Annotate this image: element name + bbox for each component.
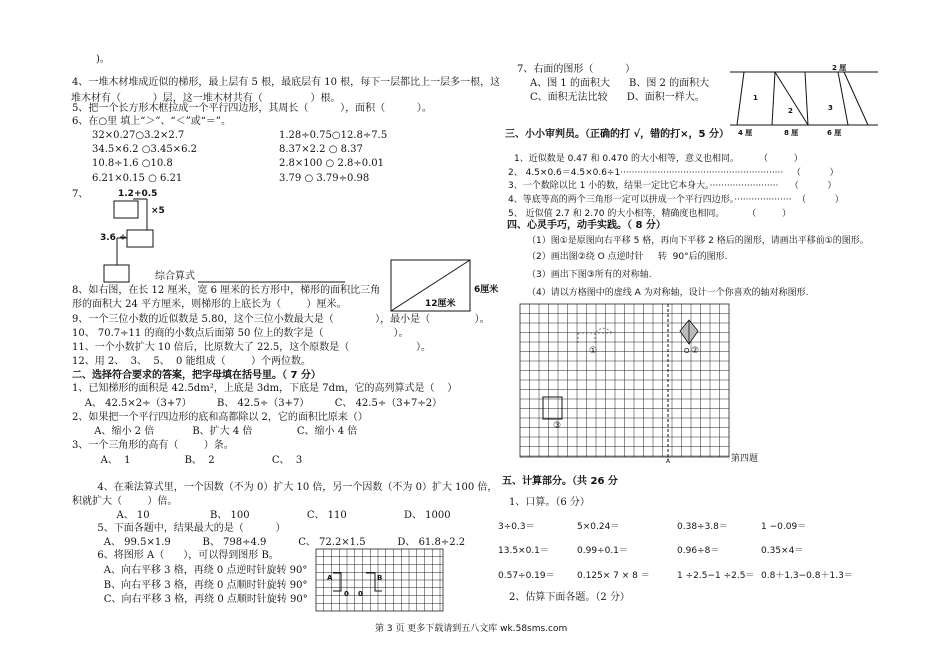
section-2-heading: 二、选择符合要求的答案，把字母填在括号里。（ 7 分） xyxy=(72,370,321,381)
carry-over-line: )。 xyxy=(96,54,110,65)
fig-base-3: 6 厘 xyxy=(827,129,842,137)
q7-mult: ×5 xyxy=(151,206,165,216)
grid-mark-2: ② xyxy=(691,346,700,356)
choice-4-line-2: 积就扩大（ ）倍。 xyxy=(72,496,178,507)
q7-left-expr: 3.6 ÷ xyxy=(100,233,127,243)
cmp-3-a: 10.8÷1.6 ○10.8 xyxy=(92,158,173,169)
calc-2-heading: 2、估算下面各题。（2 分） xyxy=(509,592,630,603)
q6: 6、在○里 填上“＞”、“＜”或“＝”。 xyxy=(72,116,231,127)
q8-width-label: 12厘米 xyxy=(425,299,456,309)
cmp-4-b: 3.79 ○ 3.79÷0.98 xyxy=(279,173,370,184)
grid-label-b: B xyxy=(377,574,383,582)
q7-top-expr: 1.2+0.5 xyxy=(118,189,158,199)
grid-mark-1: ① xyxy=(589,346,598,356)
calc-3-3: 1 ÷2.5−1 ÷2.5＝ xyxy=(677,571,755,581)
q8-line-1: 8、如右图，在长 12 厘米，宽 6 厘米的长方形中，梯形的面积比三角 xyxy=(72,285,381,296)
flow-box-2 xyxy=(127,230,153,247)
flow-box-3 xyxy=(104,265,129,282)
fig-region-3: 3 xyxy=(828,104,833,112)
choice-1: 1、已知梯形的面积是 42.5dm²，上底是 3dm，下底是 7dm，它的高列算式是（ ） xyxy=(72,383,458,394)
q10: 10、 70.7÷11 的商的小数点后面第 50 位上的数字是（ ）。 xyxy=(72,328,409,339)
choice-2-options: A、缩小 2 倍 B、扩大 4 倍 C、缩小 4 倍 xyxy=(72,426,358,437)
choice-4-line-1: 4、在乘法算式里，一个因数（不为 0）扩大 10 倍，另一个因数（不为 0）扩大 100 倍， xyxy=(72,482,498,493)
cmp-2-a: 34.5×6.2 ○3.45×6.2 xyxy=(92,144,197,155)
practice-3: （3）画出下图③所有的对称轴. xyxy=(527,270,652,280)
choice-5-options: A、 99.5×1.9 B、 798÷4.9 C、 72.2×1.5 D、 61.8÷2.2 xyxy=(72,537,466,548)
calc-1-4: 1 −0.09＝ xyxy=(761,522,807,532)
fig-region-1: 1 xyxy=(753,94,758,102)
shape-1 xyxy=(578,328,612,345)
shape-a xyxy=(333,573,341,591)
calc-1-heading: 1、口算。（6 分） xyxy=(509,497,590,508)
choice-3-options: A、 1 B、 2 C、 3 xyxy=(72,455,303,466)
q11: 11、一个小数扩大 10 倍后，比原数大了 22.5，这个原数是（ ）。 xyxy=(72,342,432,353)
calc-3-4: 0.8＋1.3−0.8＋1.3＝ xyxy=(761,571,853,581)
q7-number: 7、 xyxy=(72,189,89,200)
grid-label-a: A xyxy=(327,574,333,582)
choice-2: 2、如果把一个平行四边形的底和高都除以 2，它的面积比原来（） xyxy=(72,412,368,423)
flow-box-1 xyxy=(114,201,138,218)
judge-4: 4、等底等高的两个三角形一定可以拼成一个平行四边形。···················· （ ） xyxy=(508,195,844,205)
grid-point-o: O xyxy=(684,347,690,355)
calc-3-1: 0.57÷0.19＝ xyxy=(498,571,555,581)
practice-2: （2）画出图②绕 O 点逆时针 转 90°后的图形. xyxy=(527,252,728,262)
judge-1: 1、近似数是 0.47 和 0.470 的大小相等，意义也相同。 （ ） xyxy=(514,154,803,164)
choice-1-options: A、 42.5×2÷（3+7） B、 42.5÷（3+7） C、 42.5÷（3+7÷2） xyxy=(72,398,443,409)
calc-1-3: 0.38÷3.8＝ xyxy=(677,522,728,532)
calc-3-2: 0.125× 7 × 8 ＝ xyxy=(577,571,650,581)
q4-line-1: 4、一堆木材堆成近似的梯形，最上层有 5 根，最底层有 10 根，每下一层都比上一层多一根，这 xyxy=(72,77,501,88)
choice-6-option-b: B、向右平移 3 格，再绕 0 点顺时针旋转 90° xyxy=(72,580,308,591)
practice-4: （4）请以方格图中的虚线 A 为对称轴，设计一个你喜欢的轴对称图形. xyxy=(527,288,809,298)
grid-axis-a-label: A xyxy=(666,458,671,465)
q4-line-2: 堆木材有（ ）层，这一堆木材共有（ ）根。 xyxy=(71,93,341,104)
choice-6-option-a: A、向右平移 3 格，再绕 0 点逆时针旋转 90° xyxy=(72,565,308,576)
r-q7-cd: C、面积无法比较 D、面积一样大。 xyxy=(530,92,705,103)
calc-1-2: 5×0.24＝ xyxy=(577,522,620,532)
fig-region-2: 2 xyxy=(788,107,793,115)
fig-base-1: 4 厘 xyxy=(738,129,753,137)
q9: 9、一个三位小数的近似数是 5.80，这个三位小数最大是（ ），最小是（ ）。 xyxy=(72,314,490,325)
judge-3: 3、一个数除以比 1 小的数，结果一定比它本身大。························ （ ） xyxy=(508,181,837,191)
choice-6-option-c: C、向右平移 3 格，再绕 0 点顺时针旋转 90° xyxy=(72,594,308,605)
calc-2-1: 13.5×0.1＝ xyxy=(498,546,549,556)
calc-2-4: 0.35×4＝ xyxy=(761,546,804,556)
section-4-heading: 四、心灵手巧，动手实践。（ 8 分） xyxy=(507,220,666,231)
shape-3-square xyxy=(543,397,562,419)
grid-caption: 第四题 xyxy=(731,454,759,464)
cmp-3-b: 2.8×100 ○ 2.8÷0.01 xyxy=(279,158,384,169)
q5: 5、把一个长方形木框拉成一个平行四边形，其周长（ ），面积（ ）。 xyxy=(72,103,432,114)
page-footer: 第 3 页 更多下载请到五八文库 wk.58sms.com xyxy=(375,624,568,634)
cmp-1-a: 32×0.27○3.2×2.7 xyxy=(92,130,185,141)
r-q7: 7、右面的图形（ ） xyxy=(517,64,636,75)
grid-origin-1: 0 xyxy=(344,590,349,598)
cmp-1-b: 1.28÷0.75○12.8÷7.5 xyxy=(279,130,388,141)
q8-line-2: 形的面积大 24 平方厘米，则梯形的上底长为（ ）厘米。 xyxy=(72,299,347,310)
q12: 12、用 2、 3、 5、 0 能组成（ ）个两位数。 xyxy=(72,356,312,367)
fig-base-2: 8 厘 xyxy=(784,129,799,137)
choice-4-options: A、 10 B、 100 C、 110 D、 1000 xyxy=(72,510,451,521)
practice-1: （1）图①是原图向右平移 5 格，再向下平移 2 格后的图形，请画出平移前①的图形。 xyxy=(527,236,869,246)
cmp-2-b: 8.37×2.2 ○ 8.37 xyxy=(279,144,363,155)
calc-1-1: 3÷0.3＝ xyxy=(498,522,535,532)
q7-formula-label: 综合算式 xyxy=(155,271,195,282)
section-5-heading: 五、计算部分。（共 26 分 xyxy=(502,476,618,487)
r-q7-ab: A、图 1 的面积大 B、图 2 的面积大 xyxy=(530,78,710,89)
section-3-heading: 三、小小审判员。（正确的打 √，错的打×，5 分） xyxy=(505,129,729,140)
calc-2-3: 0.96÷8＝ xyxy=(677,546,720,556)
judge-5: 5、 近似值 2.7 和 2.70 的大小相等，精确度也相同。 （ ） xyxy=(508,209,792,219)
fig-top-label: 2 厘 xyxy=(832,64,847,72)
q8-height-label: 6厘米 xyxy=(474,285,499,295)
shape-2-kite xyxy=(680,320,698,344)
big-grid xyxy=(520,304,729,457)
grid-mark-3: ③ xyxy=(553,421,562,431)
cmp-4-a: 6.21×0.15 ○ 6.21 xyxy=(92,173,183,184)
choice-3: 3、一个三角形的高有（ ）条。 xyxy=(72,440,234,451)
grid-origin-2: 0 xyxy=(358,590,363,598)
choice-6: 6、将图形 A（ ），可以得到图形 B。 xyxy=(72,550,279,561)
choice-5: 5、下面各题中，结果最大的是（ ） xyxy=(72,523,286,534)
calc-2-2: 0.99÷0.1＝ xyxy=(577,546,628,556)
judge-2: 2、 4.5×0.6＝4.5×0.6÷1························································· （ ） xyxy=(508,168,839,178)
